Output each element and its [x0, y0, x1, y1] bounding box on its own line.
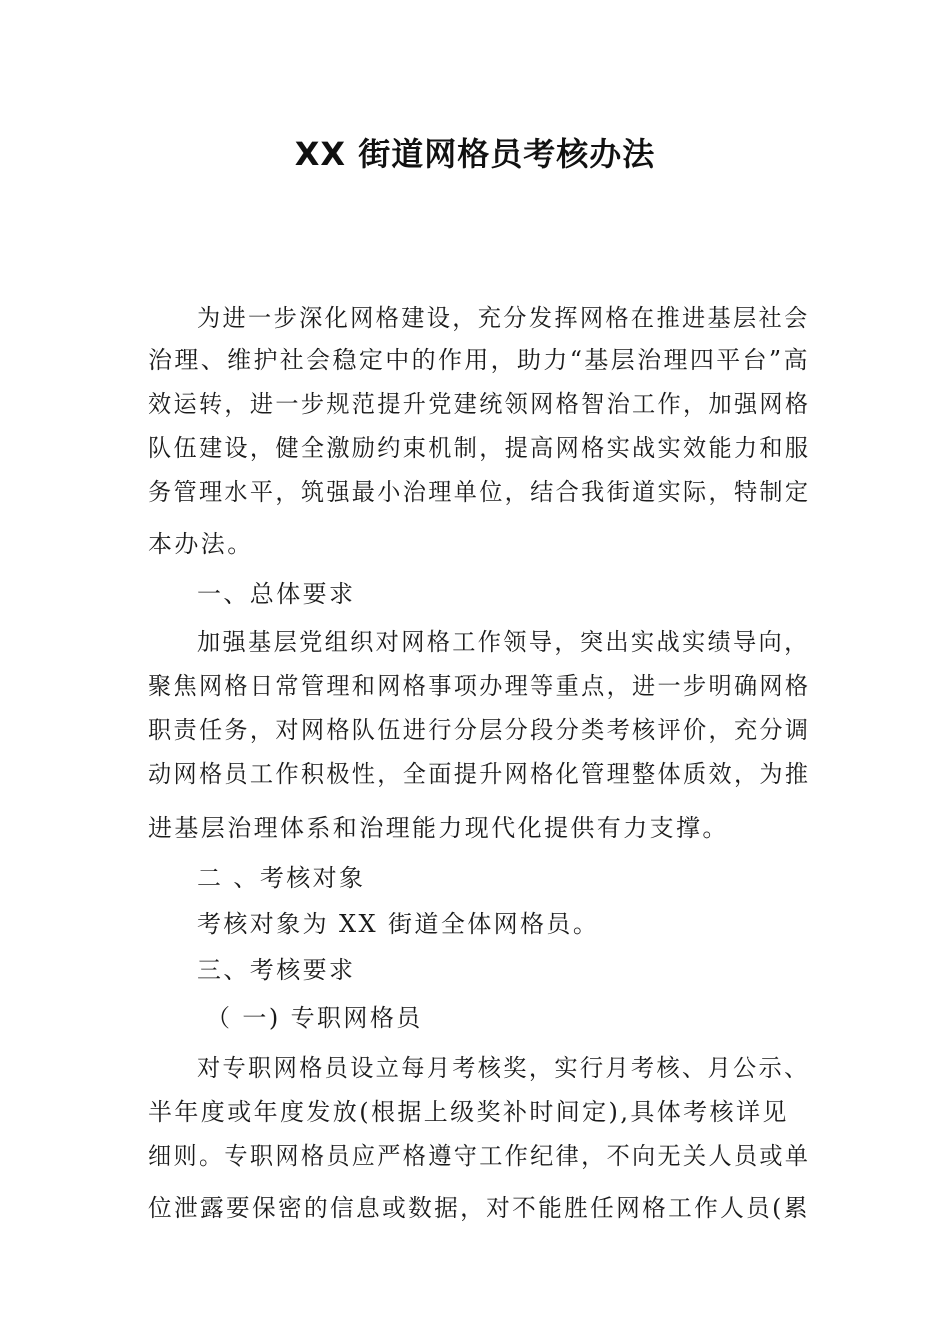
section-heading: 三、考核要求: [197, 956, 356, 984]
document-title: XX 街道网格员考核办法: [294, 135, 656, 173]
paragraph-line: 动网格员工作积极性，全面提升网格化管理整体质效，为推: [148, 760, 811, 788]
paragraph-line: 细则。专职网格员应严格遵守工作纪律，不向无关人员或单: [148, 1142, 811, 1170]
paragraph-line: 本办法。: [148, 530, 254, 558]
paragraph-line: 半年度或年度发放(根据上级奖补时间定),具体考核详见: [148, 1098, 789, 1126]
paragraph-line: 效运转，进一步规范提升党建统领网格智治工作，加强网格: [148, 390, 811, 418]
paragraph-line: 聚焦网格日常管理和网格事项办理等重点，进一步明确网格: [148, 672, 811, 700]
paragraph-line: 进基层治理体系和治理能力现代化提供有力支撑。: [148, 814, 729, 842]
section-heading: 一、总体要求: [197, 580, 356, 608]
paragraph-line: 队伍建设，健全激励约束机制，提高网格实战实效能力和服: [148, 434, 811, 462]
paragraph-line: 加强基层党组织对网格工作领导，突出实战实绩导向，: [197, 628, 810, 656]
paragraph-line: 职责任务，对网格队伍进行分层分段分类考核评价，充分调: [148, 716, 811, 744]
section-heading: 二 、考核对象: [197, 864, 366, 892]
paragraph-line: 位泄露要保密的信息或数据，对不能胜任网格工作人员(累: [148, 1194, 810, 1222]
subsection-heading: （ 一) 专职网格员: [206, 1004, 423, 1032]
paragraph-line: 务管理水平，筑强最小治理单位，结合我街道实际，特制定: [148, 478, 811, 506]
paragraph-line: 对专职网格员设立每月考核奖，实行月考核、月公示、: [197, 1054, 810, 1082]
paragraph-line: 治理、维护社会稳定中的作用，助力“基层治理四平台”高: [148, 346, 810, 374]
paragraph-line: 为进一步深化网格建设，充分发挥网格在推进基层社会: [197, 304, 810, 332]
paragraph-line: 考核对象为 XX 街道全体网格员。: [197, 910, 600, 938]
